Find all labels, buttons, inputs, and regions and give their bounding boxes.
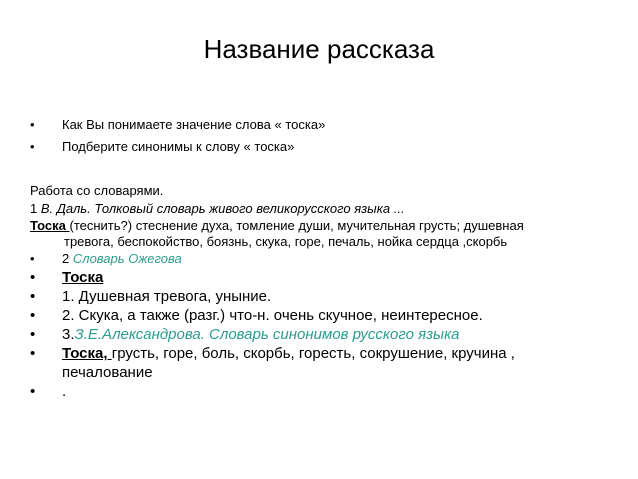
question-item bbox=[30, 136, 620, 158]
dict2-sense-item bbox=[30, 306, 620, 325]
bullet-icon: • bbox=[30, 251, 35, 266]
dict2-number: 2 bbox=[62, 251, 73, 266]
dict3-synonyms-item bbox=[30, 344, 620, 382]
bullet-icon: • bbox=[30, 326, 36, 343]
question-text: Подберите синонимы к слову « тоска» bbox=[62, 139, 295, 154]
dictionary-section bbox=[30, 182, 620, 401]
work-heading: Работа со словарями. bbox=[30, 183, 164, 198]
dict2-sense-item bbox=[30, 287, 620, 306]
dict2-headword: Тоска bbox=[62, 269, 104, 286]
bullet-icon: • bbox=[30, 307, 36, 324]
dict2-sense2: 2. Скука, а также (разг.) что-н. очень скучное, неинтересное. bbox=[62, 307, 483, 324]
bullet-icon: • bbox=[30, 269, 36, 286]
dict1-source: В. Даль. Толковый словарь живого великорусского языка ... bbox=[40, 201, 405, 216]
dict3-synonyms: грусть, горе, боль, скорбь, горесть, сокрушение, кручина , печалование bbox=[62, 345, 515, 381]
dict3-source: З.Е.Александрова. Словарь синонимов русского языка bbox=[74, 326, 460, 343]
slide-title: Название рассказа bbox=[203, 34, 435, 64]
dict2-headword-item bbox=[30, 268, 620, 287]
dict2-source: Словарь Ожегова bbox=[72, 251, 182, 266]
bullet-icon: • bbox=[30, 383, 36, 400]
bullet-icon: • bbox=[30, 117, 35, 132]
dict3-source-item bbox=[30, 325, 620, 344]
dict1-definition-line2: тревога, беспокойство, боязнь, скука, горе, печаль, нойка сердца ,скорбь bbox=[64, 234, 508, 249]
question-text: Как Вы понимаете значение слова « тоска» bbox=[62, 117, 326, 132]
last-item-text: . bbox=[62, 383, 67, 400]
dict3-headword: Тоска, bbox=[62, 345, 112, 362]
dict2-source-item bbox=[30, 250, 620, 268]
dict2-sense1: 1. Душевная тревога, уныние. bbox=[62, 288, 272, 305]
dict3-number: 3. bbox=[62, 326, 75, 343]
question-item bbox=[30, 114, 620, 136]
dict1-headword: Тоска bbox=[30, 218, 70, 233]
dict1-source-line bbox=[30, 200, 620, 218]
question-list bbox=[30, 114, 620, 158]
dict1-definition bbox=[30, 218, 620, 250]
last-item bbox=[30, 382, 620, 401]
bullet-icon: • bbox=[30, 345, 36, 362]
dict1-definition-line1: (теснить?) стеснение духа, томление души, мучительная грусть; душевная bbox=[69, 218, 524, 233]
dict1-number: 1 bbox=[30, 201, 41, 216]
bullet-icon: • bbox=[30, 139, 35, 154]
bullet-icon: • bbox=[30, 288, 36, 305]
